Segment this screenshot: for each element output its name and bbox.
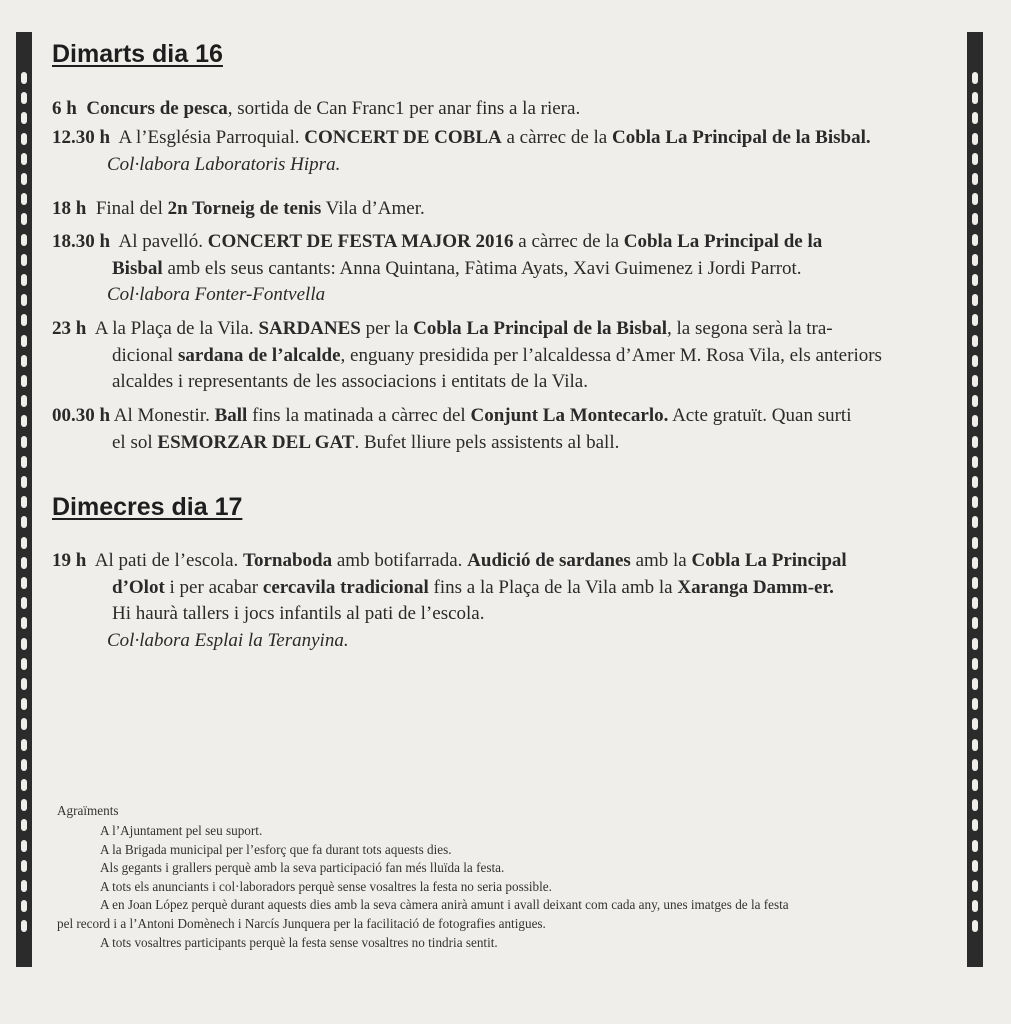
event-time: 19 h <box>52 550 87 571</box>
film-hole <box>972 213 978 225</box>
event-time: 12.30 h <box>52 127 111 148</box>
film-hole <box>972 415 978 427</box>
event-text: , sortida de Can Franc1 per anar fins a la riera. <box>227 98 581 119</box>
film-hole <box>21 759 27 771</box>
film-hole <box>972 335 978 347</box>
event-highlight: Audició de sardanes <box>467 550 631 571</box>
film-hole <box>21 476 27 488</box>
event-highlight: ESMORZAR DEL GAT <box>157 431 355 453</box>
event-line <box>52 256 957 283</box>
film-hole <box>21 900 27 912</box>
film-hole <box>972 173 978 185</box>
film-hole <box>972 314 978 326</box>
event <box>52 196 957 223</box>
film-hole <box>21 436 27 448</box>
film-hole <box>21 355 27 367</box>
film-cap <box>967 32 983 58</box>
event-line <box>52 403 957 430</box>
event-text: Al Monestir. <box>110 405 215 426</box>
event-text: a càrrec de la <box>513 231 624 252</box>
event-text: A l’Església Parroquial. <box>110 127 305 148</box>
film-hole <box>972 92 978 104</box>
film-hole <box>21 173 27 185</box>
film-hole <box>21 840 27 852</box>
acknowledgement-item: A l’Ajuntament pel seu suport. <box>100 823 263 838</box>
film-hole <box>972 819 978 831</box>
film-hole <box>972 880 978 892</box>
film-hole <box>21 516 27 528</box>
event-text <box>77 98 87 119</box>
event-sponsor-note: Col·labora Fonter-Fontvella <box>107 284 326 305</box>
acknowledgement-item: A la Brigada municipal per l’esforç que fa durant tots aquests dies. <box>100 841 452 857</box>
event-highlight: 2n Torneig de tenis <box>167 198 322 219</box>
event-text: fins la matinada a càrrec del <box>247 405 471 426</box>
event-highlight: sardana de l’alcalde <box>177 344 341 366</box>
film-hole <box>972 678 978 690</box>
film-strip-right <box>967 32 983 967</box>
event-line <box>52 229 957 256</box>
event-sponsor-note: Col·labora Laboratoris Hipra. <box>107 153 341 175</box>
event-text: Al pavelló. <box>110 231 208 252</box>
event-highlight: Cobla La Principal de la <box>623 231 823 252</box>
event-line <box>52 125 957 152</box>
event-text: amb botifarrada. <box>332 550 468 571</box>
event-text: i per acabar <box>164 576 263 598</box>
film-hole <box>21 658 27 670</box>
event <box>52 548 957 654</box>
film-hole <box>21 395 27 407</box>
film-hole <box>972 456 978 468</box>
event-highlight: CONCERT DE COBLA <box>304 127 502 148</box>
film-hole <box>972 799 978 811</box>
event-time: 6 h <box>52 98 77 119</box>
event-highlight: cercavila tradicional <box>262 576 429 598</box>
film-hole <box>21 597 27 609</box>
acknowledgements <box>57 802 789 952</box>
event-text: per la <box>360 318 414 339</box>
film-hole <box>972 294 978 306</box>
event-text: . Bufet lliure pels assistents al ball. <box>354 431 620 453</box>
film-hole <box>972 496 978 508</box>
film-hole <box>972 234 978 246</box>
film-hole <box>972 274 978 286</box>
event <box>52 229 957 309</box>
acknowledgement-line: A en Joan López perquè durant aquests dies amb la seva càmera anirà amunt i avall deixant com cada any, unes imatges de la festa <box>100 897 789 913</box>
event-highlight: Cobla La Principal de la Bisbal. <box>611 127 871 148</box>
acknowledgements-title: Agraïments <box>57 803 119 818</box>
film-hole <box>972 860 978 872</box>
event-highlight: SARDANES <box>258 318 361 339</box>
event-highlight: d’Olot <box>112 576 165 598</box>
event-line <box>52 430 957 457</box>
event <box>52 96 957 123</box>
day-heading-wednesday: Dimecres dia 17 <box>52 493 243 521</box>
acknowledgement-line: pel record i a l’Antoni Domènech i Narcís Junquera per la facilitació de fotografies antigues. <box>57 915 546 931</box>
event-time: 18 h <box>52 198 87 219</box>
film-hole <box>972 658 978 670</box>
event-line <box>52 601 957 628</box>
film-hole <box>972 254 978 266</box>
film-hole <box>21 193 27 205</box>
acknowledgement-item: A tots els anunciants i col·laboradors perquè sense vosaltres la festa no seria possible. <box>100 878 552 894</box>
film-hole <box>21 213 27 225</box>
film-hole <box>21 537 27 549</box>
event-text: Hi haurà tallers i jocs infantils al pati de l’escola. <box>112 603 485 624</box>
acknowledgement-item-wrapped <box>57 896 789 933</box>
event-highlight: Xaranga Damm-er. <box>677 576 834 598</box>
event-line <box>52 196 957 223</box>
film-hole <box>972 577 978 589</box>
film-hole <box>21 799 27 811</box>
film-hole <box>972 476 978 488</box>
event-text: , enguany presidida per l’alcaldessa d’Amer M. Rosa Vila, els anteriors <box>340 344 882 366</box>
event <box>52 125 957 178</box>
film-hole <box>972 355 978 367</box>
film-hole <box>972 153 978 165</box>
film-hole <box>972 739 978 751</box>
event-text: alcaldes i representants de les associacions i entitats de la Vila. <box>112 371 588 392</box>
event-text: el sol <box>112 431 158 453</box>
film-cap <box>967 941 983 967</box>
film-cap <box>16 941 32 967</box>
event-text: amb la <box>630 550 692 571</box>
event-highlight: CONCERT DE FESTA MAJOR 2016 <box>207 231 514 252</box>
film-hole <box>21 698 27 710</box>
film-hole <box>21 294 27 306</box>
film-hole <box>21 335 27 347</box>
film-hole <box>972 395 978 407</box>
film-hole <box>972 537 978 549</box>
film-hole <box>972 840 978 852</box>
film-hole <box>972 638 978 650</box>
event-line <box>52 343 957 370</box>
film-hole <box>21 880 27 892</box>
event-text: , la segona serà la tra- <box>667 318 833 339</box>
film-hole <box>21 72 27 84</box>
film-hole <box>21 496 27 508</box>
film-hole <box>21 577 27 589</box>
film-hole <box>972 193 978 205</box>
event-time: 00.30 h <box>52 405 111 426</box>
event-text: Final del <box>86 198 168 219</box>
film-hole <box>21 415 27 427</box>
film-hole <box>21 234 27 246</box>
film-hole <box>21 274 27 286</box>
event-highlight: Tornaboda <box>243 550 333 571</box>
event-highlight: Cobla La Principal de la Bisbal <box>413 318 667 339</box>
event-text: a càrrec de la <box>501 127 612 148</box>
film-hole <box>972 900 978 912</box>
film-hole <box>972 375 978 387</box>
film-hole <box>972 597 978 609</box>
film-hole <box>21 254 27 266</box>
film-cap <box>16 32 32 58</box>
film-strip-left <box>16 32 32 967</box>
event-text: A la Plaça de la Vila. <box>86 318 259 339</box>
film-hole <box>21 920 27 932</box>
film-hole <box>972 436 978 448</box>
film-hole <box>21 557 27 569</box>
film-hole <box>972 557 978 569</box>
film-hole <box>21 739 27 751</box>
event-highlight: Conjunt La Montecarlo. <box>470 405 669 426</box>
film-hole <box>972 133 978 145</box>
event <box>52 316 957 396</box>
acknowledgement-item: A tots vosaltres participants perquè la festa sense vosaltres no tindria sentit. <box>100 934 498 950</box>
film-hole <box>972 779 978 791</box>
event <box>52 403 957 456</box>
film-hole <box>21 133 27 145</box>
film-hole <box>21 819 27 831</box>
event-time: 18.30 h <box>52 231 111 252</box>
film-hole <box>21 375 27 387</box>
event-time: 23 h <box>52 318 87 339</box>
event-line <box>52 316 957 343</box>
film-hole <box>21 718 27 730</box>
event-text: fins a la Plaça de la Vila amb la <box>428 576 678 598</box>
film-hole <box>21 456 27 468</box>
film-hole <box>21 678 27 690</box>
film-hole <box>21 779 27 791</box>
event-line <box>52 96 957 123</box>
film-hole <box>972 72 978 84</box>
event-line <box>52 575 957 602</box>
film-hole <box>972 920 978 932</box>
film-hole <box>972 112 978 124</box>
event-highlight: Bisbal <box>112 257 163 279</box>
event-text: Vila d’Amer. <box>321 198 425 219</box>
event-highlight: Cobla La Principal <box>691 550 847 571</box>
film-hole <box>21 314 27 326</box>
film-hole <box>21 112 27 124</box>
acknowledgement-item: Als gegants i grallers perquè amb la seva participació fan més lluïda la festa. <box>100 860 505 876</box>
film-hole <box>972 516 978 528</box>
event-line <box>52 548 957 575</box>
film-hole <box>21 92 27 104</box>
event-highlight: Ball <box>214 405 248 426</box>
film-hole <box>21 638 27 650</box>
event-sponsor-note: Col·labora Esplai la Teranyina. <box>107 629 349 651</box>
film-hole <box>972 759 978 771</box>
event-text: Acte gratuït. Quan surti <box>668 405 852 426</box>
film-hole <box>21 860 27 872</box>
film-hole <box>972 617 978 629</box>
day-heading-tuesday: Dimarts dia 16 <box>52 40 223 68</box>
event-highlight: Concurs de pesca <box>86 98 228 119</box>
film-hole <box>21 153 27 165</box>
event-line <box>52 369 957 396</box>
event-text: amb els seus cantants: Anna Quintana, Fàtima Ayats, Xavi Guimenez i Jordi Parrot. <box>162 257 802 279</box>
film-hole <box>972 718 978 730</box>
event-text: dicional <box>112 344 178 366</box>
film-hole <box>21 617 27 629</box>
event-text: Al pati de l’escola. <box>86 550 244 571</box>
film-hole <box>972 698 978 710</box>
